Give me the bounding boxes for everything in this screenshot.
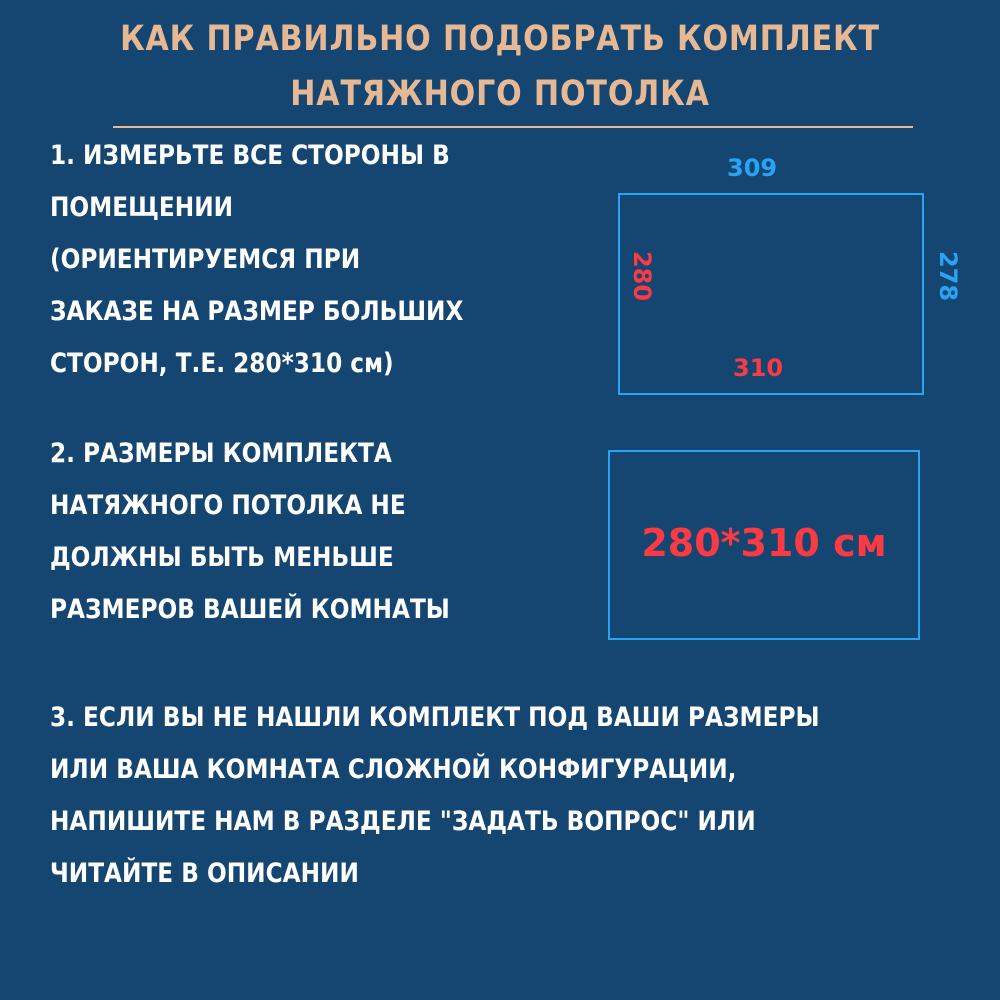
step-1-line: ЗАКАЗЕ НА РАЗМЕР БОЛЬШИХ xyxy=(50,296,464,327)
room-right-dimension: 278 xyxy=(934,250,963,302)
title-line-2: НАТЯЖНОГО ПОТОЛКА xyxy=(290,74,710,114)
step-1-line: СТОРОН, Т.Е. 280*310 см) xyxy=(50,348,394,379)
room-left-dimension: 280 xyxy=(628,250,657,302)
room-top-dimension: 309 xyxy=(727,154,778,182)
step-2-line: 2. РАЗМЕРЫ КОМПЛЕКТА xyxy=(50,438,392,469)
step-3-line: ЧИТАЙТЕ В ОПИСАНИИ xyxy=(50,858,359,889)
title xyxy=(70,12,930,122)
step-1-line: (ОРИЕНТИРУЕМСЯ ПРИ xyxy=(50,244,361,275)
step-2-line: ДОЛЖНЫ БЫТЬ МЕНЬШЕ xyxy=(50,542,394,573)
title-divider xyxy=(113,126,913,128)
step-1-line: ПОМЕЩЕНИИ xyxy=(50,192,234,223)
step-3-line: 3. ЕСЛИ ВЫ НЕ НАШЛИ КОМПЛЕКТ ПОД ВАШИ РАЗМЕРЫ xyxy=(50,702,820,733)
step-2-line: РАЗМЕРОВ ВАШЕЙ КОМНАТЫ xyxy=(50,594,450,625)
step-3-line: ИЛИ ВАША КОМНАТА СЛОЖНОЙ КОНФИГУРАЦИИ, xyxy=(50,754,737,785)
step-3-text xyxy=(50,692,927,900)
kit-size-label: 280*310 см xyxy=(641,521,887,565)
step-1-line: 1. ИЗМЕРЬТЕ ВСЕ СТОРОНЫ В xyxy=(50,140,450,171)
step-1-text xyxy=(50,130,532,390)
title-line-1: КАК ПРАВИЛЬНО ПОДОБРАТЬ КОМПЛЕКТ xyxy=(120,19,880,59)
step-2-text xyxy=(50,428,532,636)
room-bottom-dimension: 310 xyxy=(733,354,784,382)
step-3-line: НАПИШИТЕ НАМ В РАЗДЕЛЕ "ЗАДАТЬ ВОПРОС" ИЛИ xyxy=(50,806,756,837)
step-2-line: НАТЯЖНОГО ПОТОЛКА НЕ xyxy=(50,490,406,521)
